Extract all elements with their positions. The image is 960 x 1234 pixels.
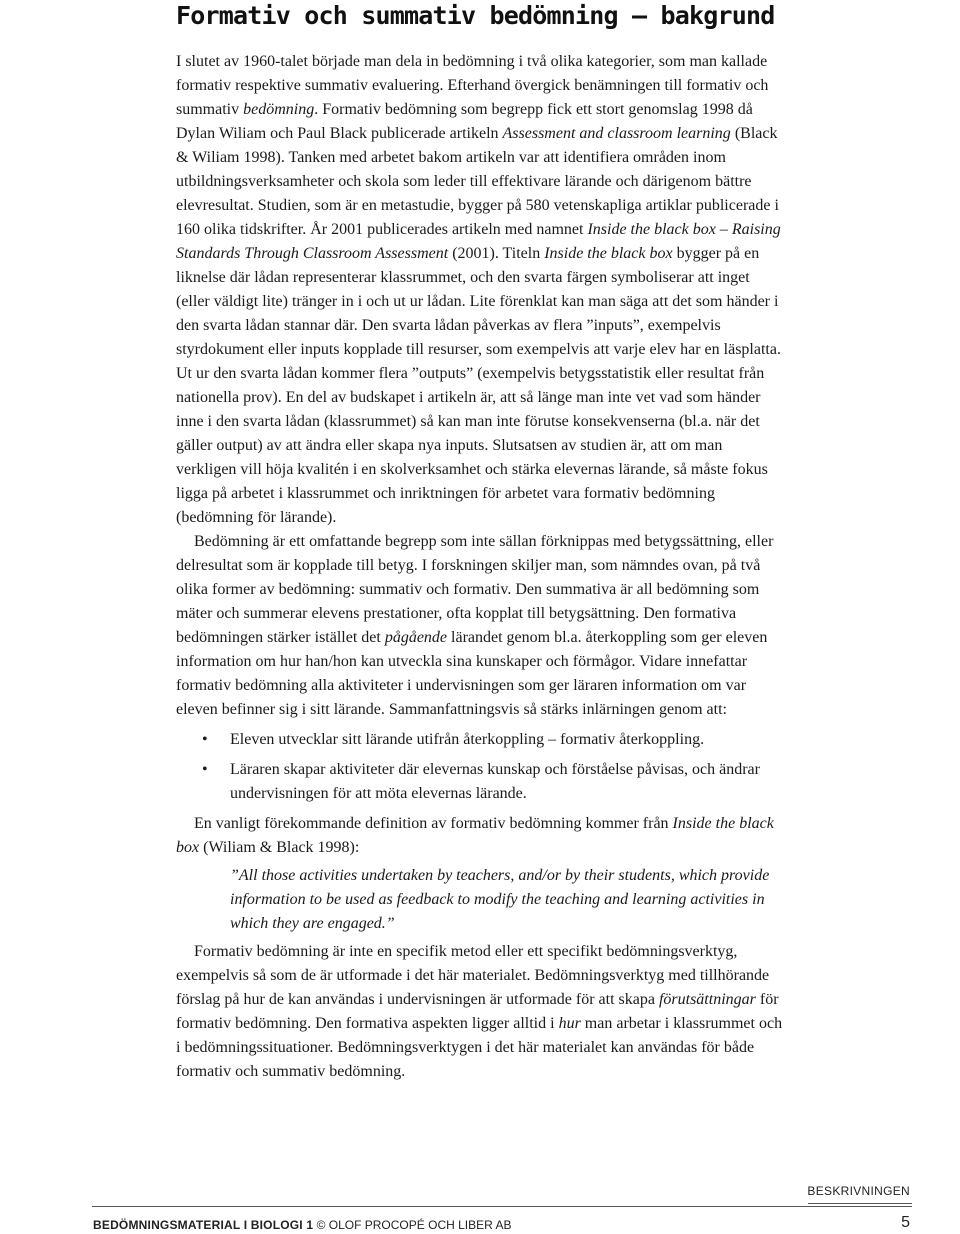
page-title: Formativ och summativ bedömning – bakgrund bbox=[176, 1, 775, 30]
bullet-dot: • bbox=[202, 731, 208, 748]
p2-text-2: lärandet genom bl.a. återkoppling som ger eleven information om hur han/hon kan utveckla sina kunskaper och förmågor. Vidare innefattar formativ bedömning alla aktiviteter i undervisningen som ger läraren information om var eleven befinner sig i sitt lärande. Sammanfattningsvis så stärks inlärningen genom att: bbox=[176, 629, 768, 718]
material-title: BEDÖMNINGSMATERIAL I BIOLOGI 1 bbox=[93, 1218, 314, 1232]
p1-emphasis-2: Assessment and classroom learning bbox=[502, 125, 731, 142]
p1-text-4: (2001). Titeln bbox=[448, 245, 545, 262]
p4-text-2: för formativ bedömning. Den formativa aspekten ligger alltid i bbox=[176, 991, 779, 1032]
p3-text-2: (Wiliam & Black 1998): bbox=[199, 839, 360, 856]
p4-emphasis-1: förutsättningar bbox=[658, 991, 756, 1008]
bullet-item bbox=[176, 758, 784, 806]
bullet-item bbox=[176, 728, 784, 752]
p1-emphasis-3: Inside the black box – Raising Standards Through Classroom Assessment bbox=[176, 221, 781, 262]
bullet-text: Läraren skapar aktiviteter där elevernas kunskap och förståelse påvisas, och ändrar undervisningen för att möta elevernas lärande. bbox=[230, 761, 760, 802]
bullet-text: Eleven utvecklar sitt lärande utifrån återkoppling – formativ återkoppling. bbox=[230, 731, 705, 748]
p3-text-1: En vanligt förekommande definition av formativ bedömning kommer från bbox=[194, 815, 673, 832]
paragraph-4 bbox=[176, 940, 784, 1084]
paragraph-1 bbox=[176, 50, 784, 530]
p1-emphasis-4: Inside the black box bbox=[544, 245, 673, 262]
p2-emphasis-1: pågående bbox=[384, 629, 448, 646]
p1-text-1: I slutet av 1960-talet började man dela in bedömning i två olika kategorier, som man kallade formativ respektive summativ evaluering. Efterhand övergick benämningen till formativ och summativ bbox=[176, 53, 769, 118]
p1-text-2: . Formativ bedömning som begrepp fick ett stort genomslag 1998 då Dylan Wiliam och Paul Black publicerade artikeln bbox=[176, 101, 753, 142]
p3-emphasis-1: Inside the black box bbox=[176, 815, 774, 856]
footer-divider bbox=[92, 1206, 912, 1207]
p4-text-3: man arbetar i klassrummet och i bedömningssituationer. Bedömningsverktygen i det här materialet kan användas för både formativ och summativ bedömning. bbox=[176, 1015, 783, 1080]
definition-quote: ”All those activities undertaken by teachers, and/or by their students, which provide information to be used as feedback to modify the teaching and learning activities in which they are engaged.” bbox=[230, 867, 770, 932]
page-number: 5 bbox=[901, 1214, 910, 1231]
p2-text-1: Bedömning är ett omfattande begrepp som inte sällan förknippas med betygssättning, eller delresultat som är kopplade till betyg. I forskningen skiljer man, som nämndes ovan, på två olika former av bedömning: summativ och formativ. Den summativa är all bedömning som mäter och summerar elevens prestationer, ofta kopplat till betygsättning. Den formativa bedömningen stärker istället det bbox=[176, 533, 774, 646]
section-label: BESKRIVNINGEN bbox=[807, 1184, 910, 1198]
p1-text-3: (Black & Wiliam 1998). Tanken med arbetet bakom artikeln var att identifiera områden inom utbildningsverksamheter och skola som leder till effektivare lärande och därigenom bättre elevresultat. Studien, som är en metastudie, bygger på 580 vetenskapliga artiklar publicerade i 160 olika tidskrifter. År 2001 publicerades artikeln med namnet bbox=[176, 125, 779, 238]
p1-emphasis-1: bedömning bbox=[243, 101, 315, 118]
footer-credit bbox=[93, 1218, 511, 1232]
p1-text-5: bygger på en liknelse där lådan representerar klassrummet, och den svarta färgen symboliserar att inget (eller väldigt lite) tränger in i och ut ur lådan. Lite förenklat kan man säga att det som händer i den svarta lådan stannar där. Den svarta lådan påverkas av flera ”inputs”, exempelvis styrdokument eller inputs kopplade till resurser, som exempelvis att varje elev har en läsplatta. Ut ur den svarta lådan kommer flera ”outputs” (exempelvis betygsstatistik eller resultat från nationella prov). En del av budskapet i artikeln är, att så länge man inte vet vad som händer inne i den svarta lådan (klassrummet) så kan man inte förutse konsekvenserna (bl.a. när det gäller output) av att ändra eller skapa nya inputs. Slutsatsen av studien är, att om man verkligen vill höja kvalitén i en skolverksamhet och stärka elevernas lärande, så måste fokus ligga på arbetet i klassrummet och inriktningen för arbetet vara formativ bedömning (bedömning för lärande). bbox=[176, 245, 781, 526]
paragraph-3 bbox=[176, 812, 784, 860]
paragraph-2 bbox=[176, 530, 784, 722]
bullet-list bbox=[176, 728, 784, 806]
section-divider bbox=[808, 1203, 912, 1204]
p4-emphasis-2: hur bbox=[558, 1015, 581, 1032]
body-text bbox=[176, 50, 784, 1084]
bullet-dot: • bbox=[202, 761, 208, 778]
p4-text-1: Formativ bedömning är inte en specifik metod eller ett specifikt bedömningsverktyg, exempelvis så som de är utformade i det här materialet. Bedömningsverktyg med tillhörande förslag på hur de kan användas i undervisningen är utformade för att skapa bbox=[176, 943, 770, 1008]
copyright-text: © OLOF PROCOPÉ OCH LIBER AB bbox=[316, 1218, 512, 1232]
